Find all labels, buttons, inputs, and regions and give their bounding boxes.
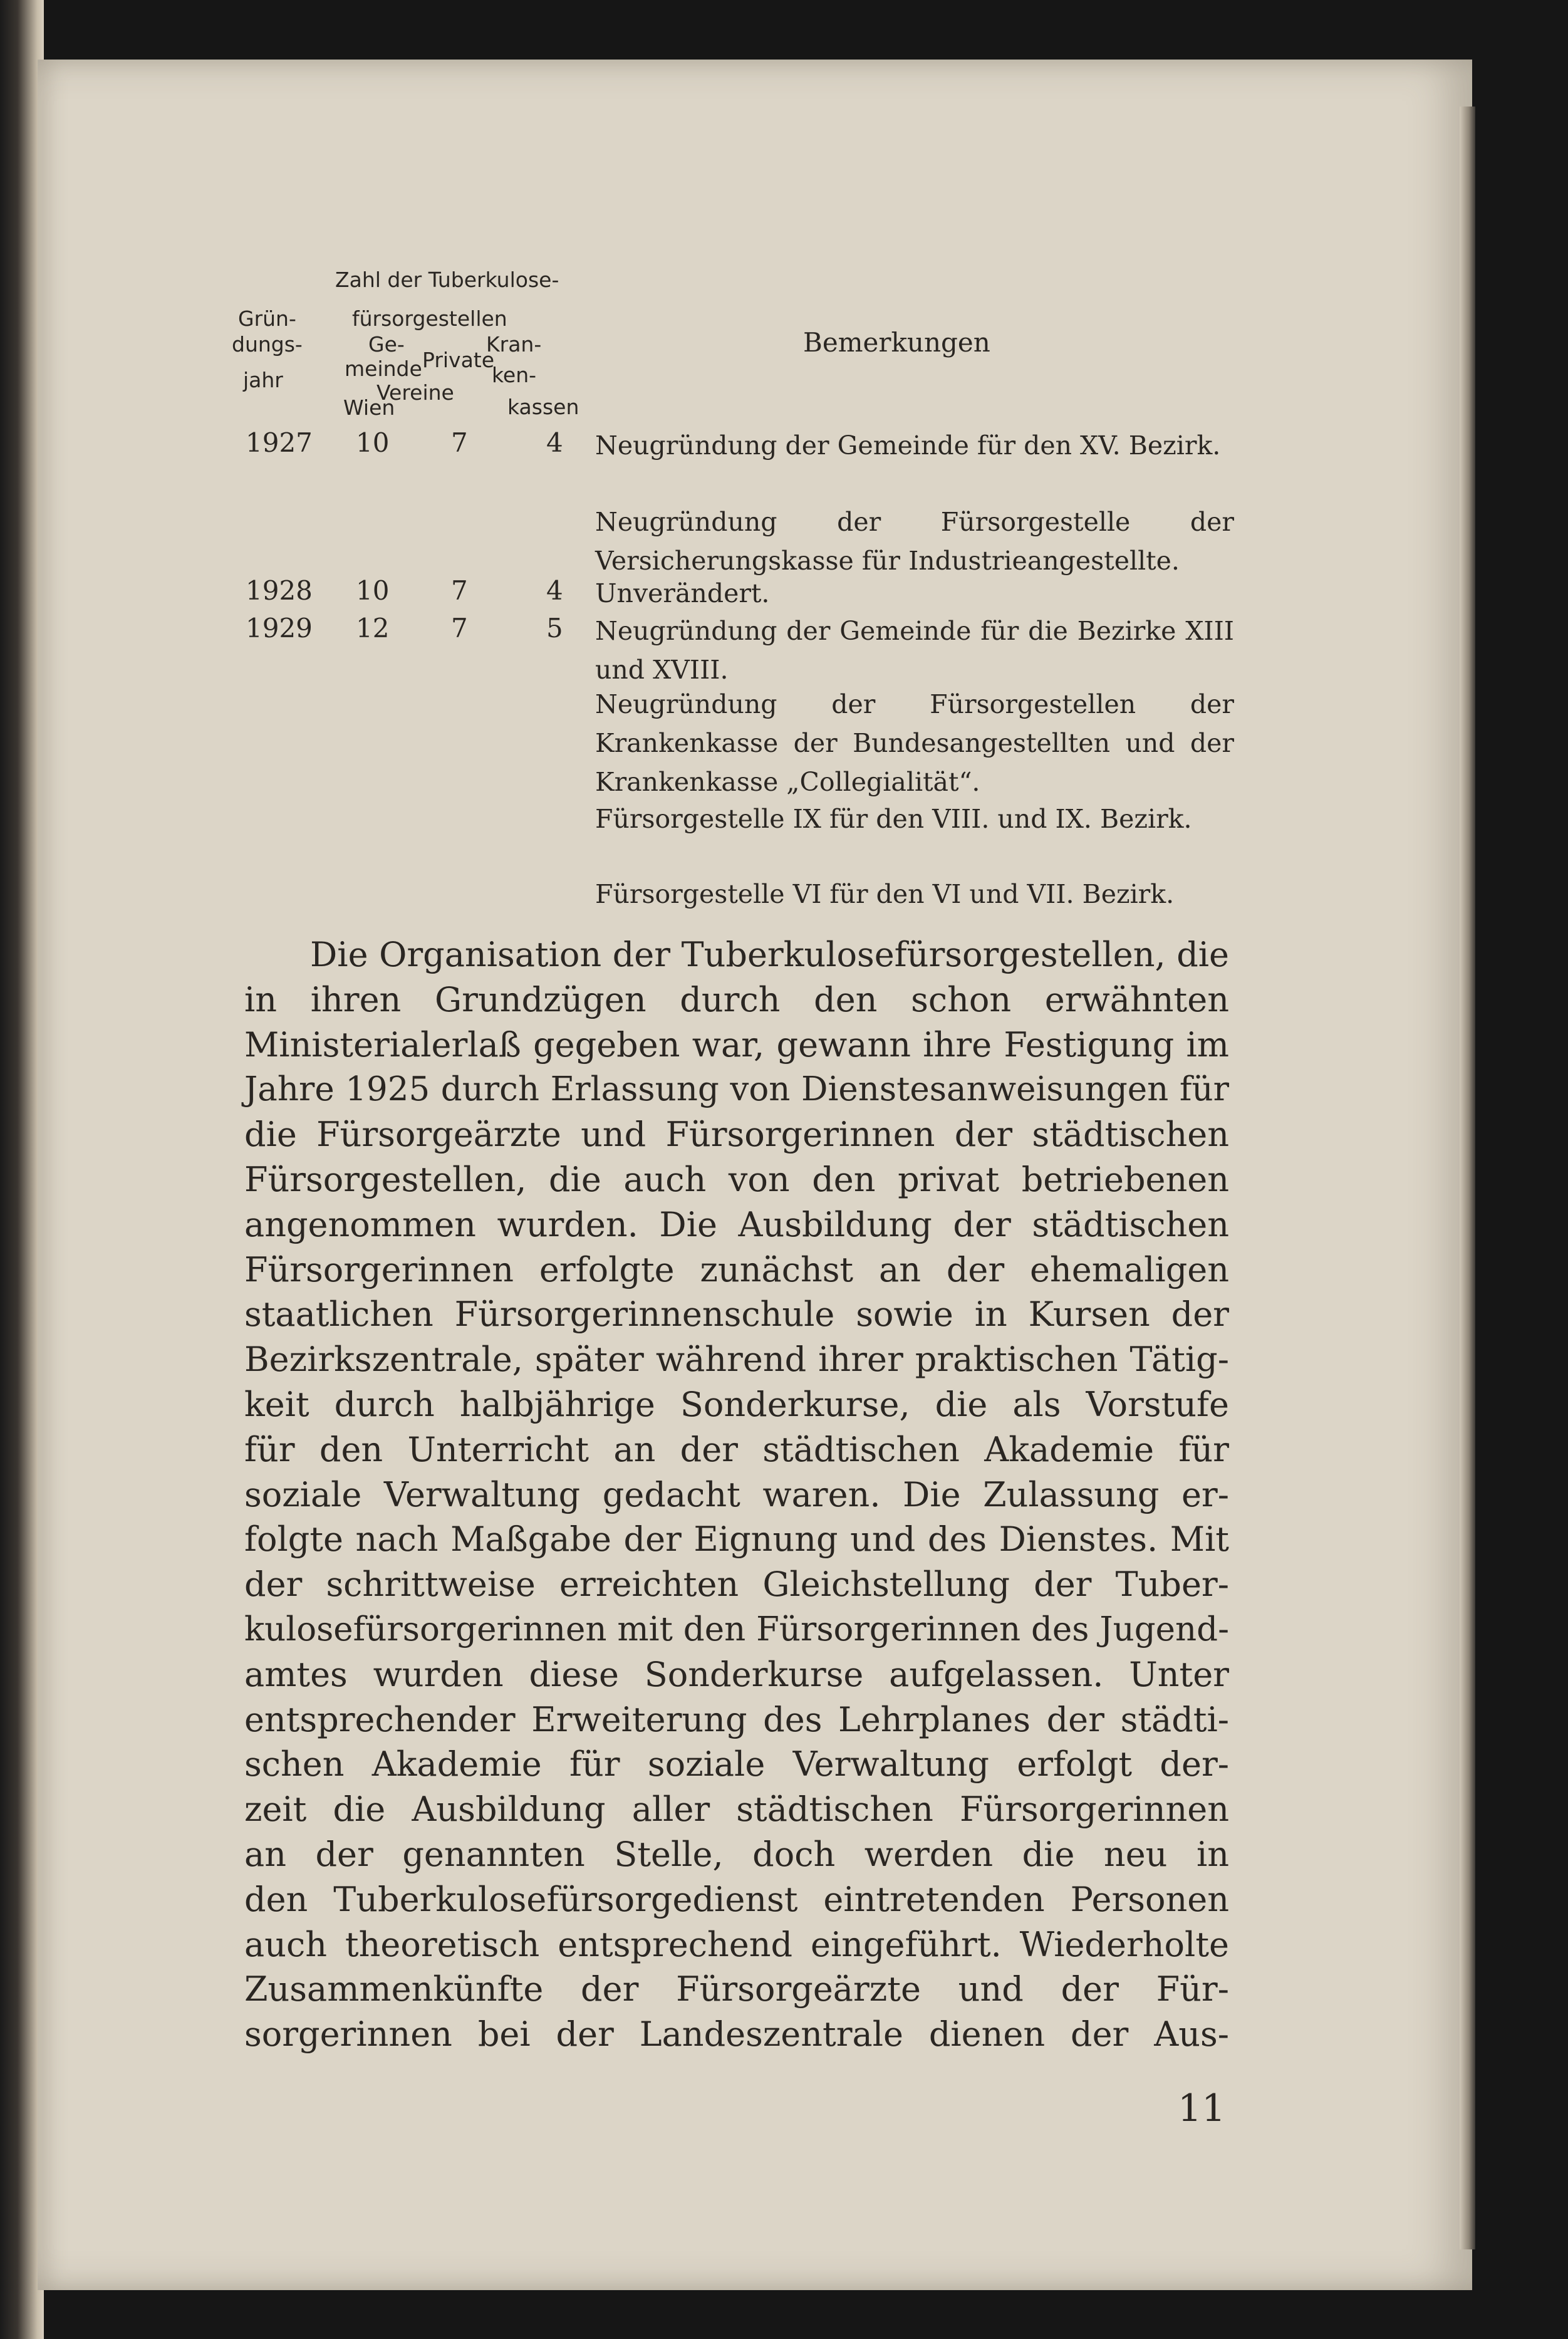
header-year-line2: dungs-: [232, 332, 303, 357]
header-group-title-line2: fürsorgestellen: [352, 306, 507, 331]
header-private-line1: Private: [422, 348, 495, 372]
body-line: folgte nach Maßgabe der Eignung und des Dienstes. Mit: [244, 1519, 1229, 1560]
header-year-line1: Grün-: [238, 306, 296, 331]
cell-remark: Neugründung der Fürsorgestellen der Krankenkasse der Bundesangestellten und der Krankenkasse „Collegialität“.: [595, 689, 1234, 797]
cell-gemeinde: 10: [356, 575, 390, 606]
header-gemeinde-line3: Wien: [343, 395, 395, 420]
body-line: der schrittweise erreichten Gleichstellung der Tuber-: [244, 1565, 1229, 1605]
header-group-title-line1: Zahl der Tuberkulose-: [335, 268, 559, 292]
body-line: Jahre 1925 durch Erlassung von Dienstesanweisungen für: [244, 1070, 1229, 1109]
cell-year: 1928: [246, 575, 313, 606]
body-line: die Fürsorgeärzte und Fürsorgerinnen der städtischen: [244, 1115, 1229, 1155]
body-line: entsprechender Erweiterung des Lehrplanes der städti-: [244, 1699, 1229, 1739]
body-paragraph: [244, 932, 1229, 2057]
cell-private: 7: [451, 575, 468, 606]
header-year-line3: jahr: [243, 368, 283, 392]
cell-kassen: 5: [546, 613, 563, 643]
cell-kassen: 4: [546, 427, 563, 458]
cell-year: 1929: [246, 613, 313, 643]
header-gemeinde-line2: meinde: [345, 357, 422, 381]
cell-remark: Neugründung der Gemeinde für die Bezirke XIII und XVIII.: [595, 616, 1234, 685]
body-line: Fürsorgestellen, die auch von den privat betriebenen: [244, 1159, 1229, 1199]
body-line: Ministerialerlaß gegeben war, gewann ihre Festigung im: [244, 1024, 1229, 1065]
body-line: den Tuberkulosefürsorgedienst eintretenden Personen: [244, 1879, 1229, 1919]
page-number: 11: [1178, 2086, 1226, 2130]
body-line: Fürsorgerinnen erfolgte zunächst an der ehemaligen: [244, 1249, 1229, 1289]
body-line: an der genannten Stelle, doch werden die neu in: [244, 1834, 1229, 1874]
body-line: Bezirkszentrale, später während ihrer praktischen Tätig-: [244, 1340, 1229, 1380]
cell-kassen: 4: [546, 575, 563, 606]
body-line: staatlichen Fürsorgerinnenschule sowie in Kursen der: [244, 1295, 1229, 1335]
body-line: zeit die Ausbildung aller städtischen Fürsorgerinnen: [244, 1789, 1229, 1830]
cell-private: 7: [451, 613, 468, 643]
header-kassen-line3: kassen: [507, 395, 579, 419]
cell-year: 1927: [246, 427, 313, 458]
body-line: schen Akademie für soziale Verwaltung erfolgt der-: [244, 1744, 1229, 1784]
header-private-line2: Vereine: [376, 380, 454, 405]
body-line: für den Unterricht an der städtischen Akademie für: [244, 1429, 1229, 1469]
cell-private: 7: [451, 427, 468, 458]
cell-remark: Unverändert.: [595, 578, 770, 608]
body-line: soziale Verwaltung gedacht waren. Die Zulassung er-: [244, 1474, 1229, 1514]
body-line: auch theoretisch entsprechend eingeführt. Wiederholte: [244, 1924, 1229, 1964]
body-line: angenommen wurden. Die Ausbildung der städtischen: [244, 1204, 1229, 1244]
header-kassen-line2: ken-: [492, 363, 537, 387]
body-line: Die Organisation der Tuberkulosefürsorgestellen, die: [310, 935, 1229, 974]
body-line: sorgerinnen bei der Landeszentrale dienen der Aus-: [244, 2014, 1229, 2055]
cell-gemeinde: 10: [356, 427, 390, 458]
header-gemeinde-line1: Ge-: [368, 332, 405, 357]
cell-remark: Neugründung der Fürsorgestelle der Versicherungskasse für Industrieangestellte.: [595, 507, 1234, 576]
body-line: amtes wurden diese Sonderkurse aufgelassen. Unter: [244, 1654, 1229, 1694]
cell-gemeinde: 12: [356, 613, 390, 643]
cell-remark: Fürsorgestelle VI für den VI und VII. Bezirk.: [595, 879, 1175, 909]
header-bemerkungen: Bemerkungen: [803, 327, 990, 358]
body-line: in ihren Grundzügen durch den schon erwähnten: [244, 979, 1229, 1019]
cell-remark: Fürsorgestelle IX für den VIII. und IX. Bezirk.: [595, 804, 1192, 834]
body-line: kulosefürsorgerinnen mit den Fürsorgerinnen des Jugend-: [244, 1610, 1229, 1649]
body-line: Zusammenkünfte der Fürsorgeärzte und der Für-: [244, 1969, 1229, 2009]
page-edge-right: [1460, 107, 1475, 2249]
body-line: keit durch halbjährige Sonderkurse, die als Vorstufe: [244, 1384, 1229, 1424]
header-kassen-line1: Kran-: [486, 332, 542, 357]
cell-remark: Neugründung der Gemeinde für den XV. Bezirk.: [595, 430, 1221, 461]
